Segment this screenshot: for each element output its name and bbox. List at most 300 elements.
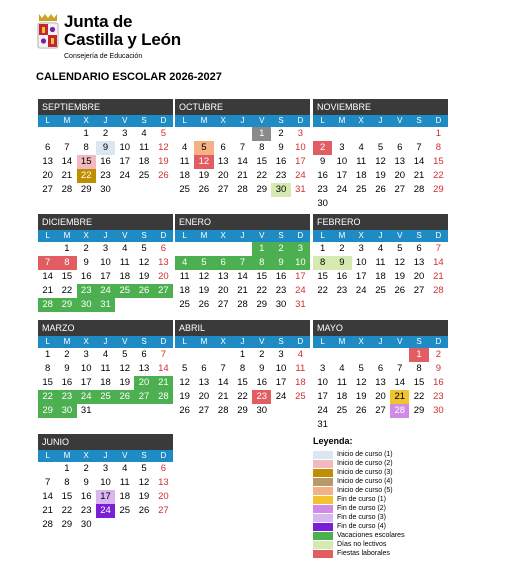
day-cell: 17	[295, 156, 306, 167]
weekday-label: V	[397, 337, 403, 346]
weekday-label: L	[45, 116, 50, 125]
day-cell: 16	[61, 377, 73, 388]
empty-cell	[371, 348, 390, 362]
day-cell: 5	[358, 363, 364, 374]
day-cell: 12	[194, 155, 213, 169]
day-cell: 4	[358, 142, 364, 153]
weekday-label: S	[416, 116, 422, 125]
day-cell: 27	[217, 184, 229, 195]
day-cell: 28	[217, 405, 229, 416]
day-cell: 19	[179, 391, 190, 402]
day-cell: 23	[252, 390, 271, 404]
weekday-label: S	[141, 451, 147, 460]
day-cell: 27	[158, 505, 169, 516]
day-cell: 5	[160, 128, 166, 139]
day-grid	[175, 348, 310, 418]
day-cell: 19	[198, 170, 210, 181]
month-name: JUNIO	[38, 434, 173, 450]
empty-cell	[352, 127, 371, 141]
month-name: FEBRERO	[313, 214, 448, 230]
day-cell: 2	[83, 243, 89, 254]
legend-swatch	[313, 505, 333, 513]
legend-swatch	[313, 532, 333, 540]
day-cell: 31	[96, 298, 115, 312]
day-cell: 16	[256, 377, 268, 388]
weekday-header	[313, 336, 448, 348]
day-cell: 6	[44, 142, 51, 153]
weekday-header	[313, 230, 448, 242]
day-cell: 1	[252, 242, 271, 256]
weekday-label: M	[63, 451, 71, 460]
month-0	[38, 99, 173, 197]
month-4	[175, 214, 310, 312]
empty-cell	[214, 348, 233, 362]
empty-cell	[38, 242, 57, 256]
legend-item	[313, 468, 513, 477]
day-cell: 16	[80, 271, 92, 282]
day-cell: 26	[115, 390, 134, 404]
day-cell: 22	[256, 285, 268, 296]
day-cell: 4	[102, 349, 109, 360]
legend-swatch	[313, 496, 333, 504]
day-cell: 13	[394, 156, 406, 167]
legend-title: Leyenda:	[313, 436, 353, 446]
month-name: ABRIL	[175, 320, 310, 336]
day-cell: 20	[375, 391, 386, 402]
weekday-label: J	[103, 231, 108, 240]
day-cell: 15	[413, 377, 425, 388]
day-cell: 18	[375, 271, 386, 282]
day-cell: 7	[397, 363, 403, 374]
day-cell: 25	[138, 170, 150, 181]
day-cell: 22	[317, 285, 328, 296]
day-cell: 17	[336, 170, 348, 181]
day-cell: 29	[256, 184, 268, 195]
day-grid	[175, 242, 310, 312]
day-cell: 20	[217, 170, 229, 181]
weekday-label: D	[297, 337, 304, 346]
day-cell: 23	[336, 285, 348, 296]
weekday-label: J	[103, 116, 108, 125]
month-name: MAYO	[313, 320, 448, 336]
day-grid	[313, 127, 448, 211]
empty-cell	[194, 348, 213, 362]
day-cell: 10	[100, 257, 111, 268]
legend-swatch	[313, 523, 333, 531]
weekday-label: L	[45, 451, 50, 460]
day-cell: 4	[122, 463, 128, 474]
day-cell: 14	[413, 156, 425, 167]
weekday-label: S	[278, 231, 284, 240]
day-cell: 25	[336, 405, 348, 416]
day-cell: 27	[394, 184, 406, 195]
day-cell: 17	[80, 377, 92, 388]
day-cell: 13	[413, 257, 425, 268]
empty-cell	[194, 242, 213, 256]
month-9	[38, 434, 173, 532]
day-cell: 24	[336, 184, 348, 195]
empty-cell	[233, 242, 252, 256]
weekday-label: D	[435, 337, 442, 346]
weekday-label: X	[220, 337, 226, 346]
month-name: MARZO	[38, 320, 173, 336]
day-cell: 17	[96, 490, 115, 504]
day-cell: 23	[275, 285, 287, 296]
day-cell: 30	[433, 405, 444, 416]
legend-label: Inicio de curso (4)	[337, 478, 393, 485]
day-cell: 27	[217, 299, 229, 310]
empty-cell	[175, 348, 194, 362]
day-cell: 31	[317, 419, 328, 430]
day-cell: 2	[102, 128, 109, 139]
day-cell: 21	[433, 271, 444, 282]
weekday-label: X	[220, 231, 226, 240]
day-cell: 30	[100, 184, 111, 195]
day-cell: 4	[141, 128, 147, 139]
weekday-header	[38, 336, 173, 348]
day-cell: 19	[138, 491, 150, 502]
day-cell: 10	[291, 256, 310, 270]
day-cell: 12	[138, 477, 150, 488]
day-cell: 3	[339, 142, 345, 153]
day-cell: 26	[394, 285, 406, 296]
day-cell: 5	[377, 142, 384, 153]
legend-swatch	[313, 487, 333, 495]
day-cell: 9	[259, 363, 265, 374]
empty-cell	[332, 127, 351, 141]
weekday-header	[38, 450, 173, 462]
day-cell: 31	[295, 299, 306, 310]
day-cell: 20	[158, 491, 169, 502]
day-cell: 16	[100, 156, 111, 167]
day-cell: 23	[77, 284, 96, 298]
day-cell: 17	[275, 377, 287, 388]
day-cell: 12	[355, 377, 367, 388]
day-cell: 10	[295, 142, 306, 153]
day-cell: 10	[100, 477, 111, 488]
day-cell: 25	[96, 390, 115, 404]
empty-cell	[194, 127, 213, 141]
weekday-label: V	[259, 116, 265, 125]
day-cell: 5	[122, 349, 128, 360]
day-cell: 31	[80, 405, 92, 416]
legend-label: Fin de curso (2)	[337, 505, 387, 512]
day-cell: 5	[181, 363, 188, 374]
day-cell: 11	[375, 257, 386, 268]
day-cell: 15	[61, 271, 73, 282]
weekday-label: V	[122, 337, 128, 346]
day-cell: 24	[295, 170, 306, 181]
day-cell: 6	[214, 256, 233, 270]
day-cell: 8	[83, 142, 89, 153]
legend-item	[313, 549, 513, 558]
weekday-label: D	[160, 451, 167, 460]
day-cell: 16	[317, 170, 328, 181]
day-cell: 4	[181, 142, 188, 153]
day-cell: 24	[96, 504, 115, 518]
day-cell: 6	[377, 363, 384, 374]
day-cell: 18	[295, 377, 306, 388]
day-cell: 18	[179, 285, 190, 296]
legend-item	[313, 459, 513, 468]
legend-swatch	[313, 541, 333, 549]
day-cell: 13	[198, 377, 210, 388]
day-cell: 7	[38, 256, 57, 270]
day-cell: 22	[237, 391, 248, 402]
day-cell: 26	[198, 184, 210, 195]
day-cell: 28	[154, 390, 173, 404]
day-cell: 23	[317, 184, 328, 195]
month-8	[313, 320, 448, 432]
day-cell: 21	[217, 391, 229, 402]
day-cell: 15	[256, 156, 268, 167]
day-cell: 12	[119, 363, 131, 374]
day-cell: 9	[64, 363, 70, 374]
day-cell: 14	[237, 156, 248, 167]
day-cell: 30	[77, 298, 96, 312]
month-3	[38, 214, 173, 312]
empty-cell	[371, 127, 390, 141]
day-cell: 24	[119, 170, 131, 181]
day-cell: 22	[38, 390, 57, 404]
day-grid	[38, 348, 173, 418]
day-cell: 10	[275, 363, 287, 374]
day-cell: 10	[336, 156, 348, 167]
day-cell: 17	[119, 156, 131, 167]
day-cell: 28	[433, 285, 444, 296]
day-cell: 29	[38, 404, 57, 418]
day-cell: 19	[198, 285, 210, 296]
day-cell: 21	[390, 390, 409, 404]
day-cell: 24	[295, 285, 306, 296]
legend-item	[313, 495, 513, 504]
day-cell: 1	[44, 349, 51, 360]
day-cell: 21	[61, 170, 73, 181]
weekday-label: L	[320, 116, 325, 125]
legend-label: Fin de curso (3)	[337, 514, 387, 521]
day-cell: 10	[119, 142, 131, 153]
weekday-label: M	[200, 231, 208, 240]
day-cell: 13	[158, 477, 169, 488]
day-cell: 2	[83, 463, 89, 474]
weekday-label: M	[338, 231, 346, 240]
day-cell: 26	[138, 505, 150, 516]
day-cell: 26	[375, 184, 386, 195]
day-cell: 9	[271, 256, 290, 270]
weekday-label: X	[358, 231, 364, 240]
day-cell: 18	[179, 170, 190, 181]
day-cell: 12	[138, 257, 150, 268]
day-cell: 27	[413, 285, 425, 296]
day-cell: 7	[239, 142, 246, 153]
weekday-header	[175, 115, 310, 127]
empty-cell	[214, 127, 233, 141]
day-cell: 28	[61, 184, 73, 195]
day-cell: 30	[80, 519, 92, 530]
weekday-label: M	[338, 337, 346, 346]
day-cell: 27	[375, 405, 386, 416]
day-cell: 3	[297, 128, 303, 139]
weekday-label: D	[435, 116, 442, 125]
day-cell: 12	[375, 156, 386, 167]
empty-cell	[175, 242, 194, 256]
legend-label: Inicio de curso (3)	[337, 469, 393, 476]
weekday-label: L	[182, 337, 187, 346]
day-cell: 29	[80, 184, 92, 195]
day-cell: 6	[141, 349, 147, 360]
month-name: OCTUBRE	[175, 99, 310, 115]
empty-cell	[38, 127, 57, 141]
day-cell: 23	[275, 170, 287, 181]
day-cell: 10	[317, 377, 328, 388]
empty-cell	[390, 127, 409, 141]
weekday-label: X	[358, 337, 364, 346]
day-cell: 15	[77, 155, 96, 169]
org-department: Consejería de Educación	[64, 53, 143, 60]
weekday-label: S	[278, 116, 284, 125]
weekday-label: D	[297, 231, 304, 240]
day-cell: 15	[433, 156, 444, 167]
day-cell: 8	[44, 363, 51, 374]
empty-cell	[233, 127, 252, 141]
legend-label: Fin de curso (4)	[337, 523, 387, 530]
weekday-label: L	[182, 231, 187, 240]
month-name: SEPTIEMBRE	[38, 99, 173, 115]
day-cell: 21	[154, 376, 173, 390]
empty-cell	[175, 127, 194, 141]
month-name: DICIEMBRE	[38, 214, 173, 230]
weekday-label: J	[378, 337, 383, 346]
day-cell: 22	[77, 169, 96, 183]
day-cell: 22	[413, 391, 425, 402]
day-cell: 22	[433, 170, 444, 181]
day-cell: 7	[233, 256, 252, 270]
day-cell: 19	[158, 156, 169, 167]
day-cell: 1	[83, 128, 89, 139]
legend-item	[313, 504, 513, 513]
day-cell: 4	[339, 363, 345, 374]
day-cell: 25	[179, 184, 190, 195]
day-cell: 9	[332, 256, 351, 270]
day-cell: 19	[375, 170, 386, 181]
day-cell: 31	[295, 184, 306, 195]
day-cell: 18	[119, 491, 131, 502]
day-cell: 24	[96, 284, 115, 298]
day-cell: 21	[237, 170, 248, 181]
day-cell: 26	[158, 170, 169, 181]
day-cell: 4	[297, 349, 303, 360]
legend-swatch	[313, 550, 333, 558]
day-cell: 8	[239, 363, 246, 374]
day-cell: 4	[175, 256, 194, 270]
day-cell: 15	[61, 491, 73, 502]
day-cell: 20	[394, 170, 406, 181]
day-cell: 11	[356, 156, 367, 167]
day-cell: 27	[154, 284, 173, 298]
legend-swatch	[313, 451, 333, 459]
day-cell: 1	[435, 128, 441, 139]
day-cell: 13	[375, 377, 386, 388]
day-cell: 26	[198, 299, 210, 310]
day-cell: 28	[390, 404, 409, 418]
day-cell: 17	[317, 391, 328, 402]
day-cell: 1	[252, 127, 271, 141]
legend-label: Inicio de curso (5)	[337, 487, 393, 494]
day-cell: 8	[252, 256, 271, 270]
weekday-label: J	[240, 116, 245, 125]
legend	[313, 436, 513, 558]
weekday-label: L	[320, 231, 325, 240]
day-cell: 7	[416, 142, 422, 153]
day-cell: 28	[38, 298, 57, 312]
day-cell: 2	[313, 141, 332, 155]
weekday-label: X	[83, 451, 89, 460]
day-cell: 12	[394, 257, 406, 268]
month-name: NOVIEMBRE	[313, 99, 448, 115]
day-cell: 11	[295, 363, 306, 374]
day-cell: 22	[61, 285, 73, 296]
day-cell: 9	[83, 477, 89, 488]
day-cell: 12	[179, 377, 190, 388]
day-cell: 3	[291, 242, 310, 256]
month-1	[175, 99, 310, 197]
day-cell: 21	[42, 285, 53, 296]
org-name-line1: Junta de	[64, 12, 133, 31]
day-cell: 1	[64, 463, 70, 474]
weekday-header	[38, 230, 173, 242]
day-cell: 9	[96, 141, 115, 155]
day-cell: 11	[119, 257, 130, 268]
day-cell: 3	[102, 243, 109, 254]
legend-swatch	[313, 460, 333, 468]
org-name-line2: Castilla y León	[64, 30, 181, 49]
day-cell: 25	[115, 284, 134, 298]
day-cell: 12	[198, 271, 210, 282]
weekday-label: J	[240, 231, 245, 240]
day-cell: 19	[119, 377, 131, 388]
weekday-label: X	[83, 116, 89, 125]
day-cell: 7	[220, 363, 226, 374]
day-cell: 13	[217, 271, 229, 282]
day-cell: 5	[194, 256, 213, 270]
empty-cell	[352, 348, 371, 362]
weekday-label: D	[160, 231, 167, 240]
day-cell: 6	[416, 243, 422, 254]
day-cell: 24	[317, 405, 328, 416]
day-cell: 20	[413, 271, 425, 282]
day-cell: 14	[61, 156, 73, 167]
empty-cell	[313, 127, 332, 141]
weekday-label: S	[141, 116, 147, 125]
weekday-label: L	[182, 116, 187, 125]
weekday-label: S	[416, 231, 422, 240]
day-cell: 29	[57, 298, 76, 312]
weekday-label: V	[122, 231, 128, 240]
day-cell: 29	[413, 405, 425, 416]
weekday-label: J	[240, 337, 245, 346]
weekday-label: L	[45, 337, 50, 346]
day-cell: 30	[256, 405, 268, 416]
day-cell: 3	[319, 363, 326, 374]
legend-label: Fiestas laborales	[337, 550, 390, 557]
weekday-label: L	[45, 231, 50, 240]
day-cell: 13	[42, 156, 53, 167]
day-cell: 12	[158, 142, 169, 153]
day-cell: 2	[271, 242, 290, 256]
day-grid	[38, 242, 173, 312]
day-cell: 15	[317, 271, 328, 282]
day-cell: 28	[413, 184, 425, 195]
